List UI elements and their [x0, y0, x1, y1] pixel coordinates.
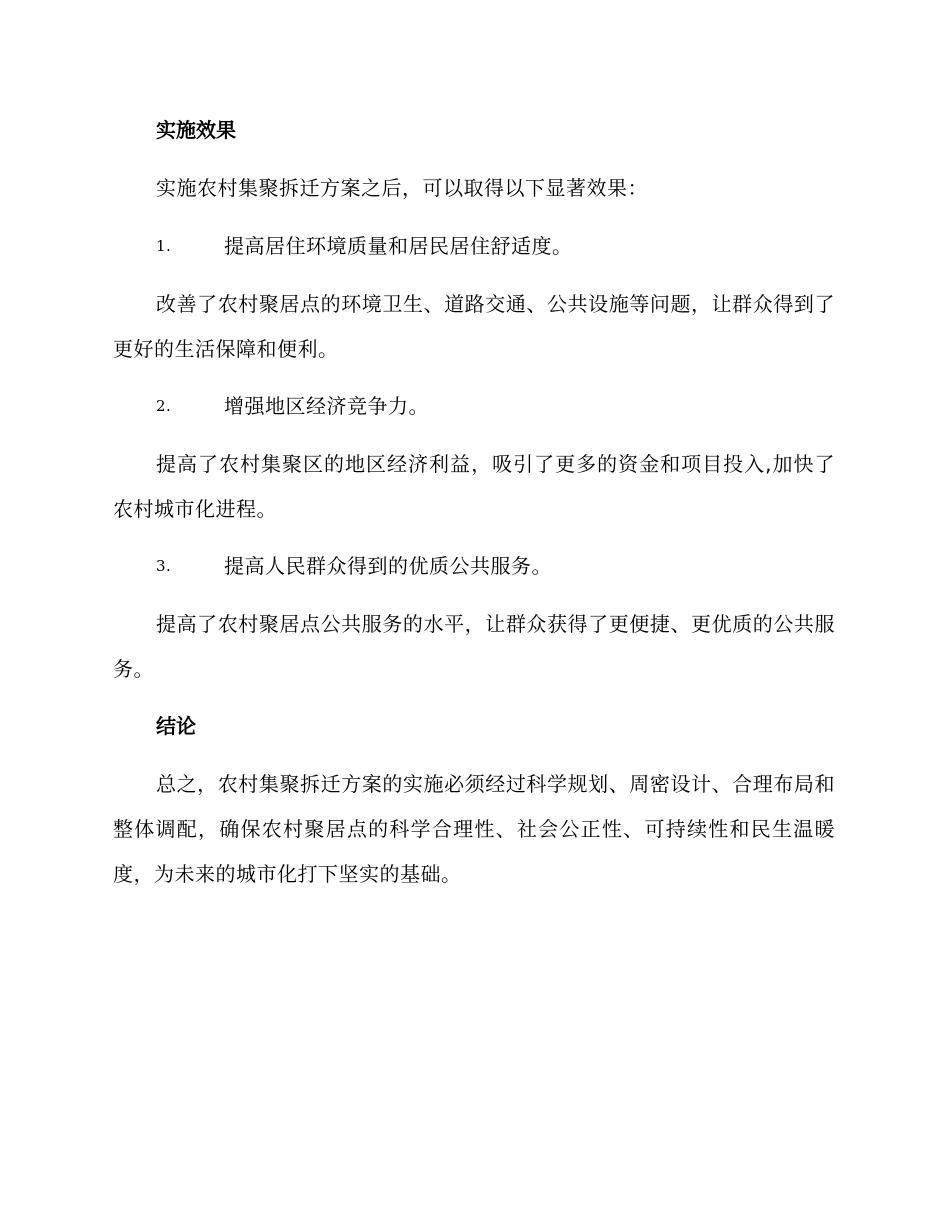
- list-number-1: 1.: [156, 237, 172, 255]
- document-content: [113, 108, 835, 909]
- conclusion-body: 总之，农村集聚拆迁方案的实施必须经过科学规划、周密设计、合理布局和整体调配，确保农村聚居点的科学合理性、社会公正性、可持续性和民生温暖度，为未来的城市化打下坚实的基础。: [113, 772, 835, 886]
- list-body-1: 改善了农村聚居点的环境卫生、道路交通、公共设施等问题，让群众得到了更好的生活保障和便利。: [113, 292, 835, 361]
- section-heading-conclusion: 结论: [156, 714, 196, 738]
- list-title-2: 增强地区经济竞争力。: [224, 394, 429, 418]
- list-title-1: 提高居住环境质量和居民居住舒适度。: [224, 234, 573, 258]
- effects-intro: 实施农村集聚拆迁方案之后，可以取得以下显著效果：: [156, 176, 648, 200]
- list-item-3: [113, 544, 835, 589]
- list-item-1: [113, 224, 835, 269]
- list-body-3: 提高了农村聚居点公共服务的水平，让群众获得了更便捷、更优质的公共服务。: [113, 612, 835, 681]
- list-title-3: 提高人民群众得到的优质公共服务。: [224, 554, 552, 578]
- list-number-2: 2.: [156, 397, 172, 415]
- list-body-2: 提高了农村集聚区的地区经济利益，吸引了更多的资金和项目投入,加快了农村城市化进程。: [113, 452, 835, 521]
- list-number-3: 3.: [156, 557, 172, 575]
- section-heading-effects: 实施效果: [156, 118, 236, 142]
- list-item-2: [113, 384, 835, 429]
